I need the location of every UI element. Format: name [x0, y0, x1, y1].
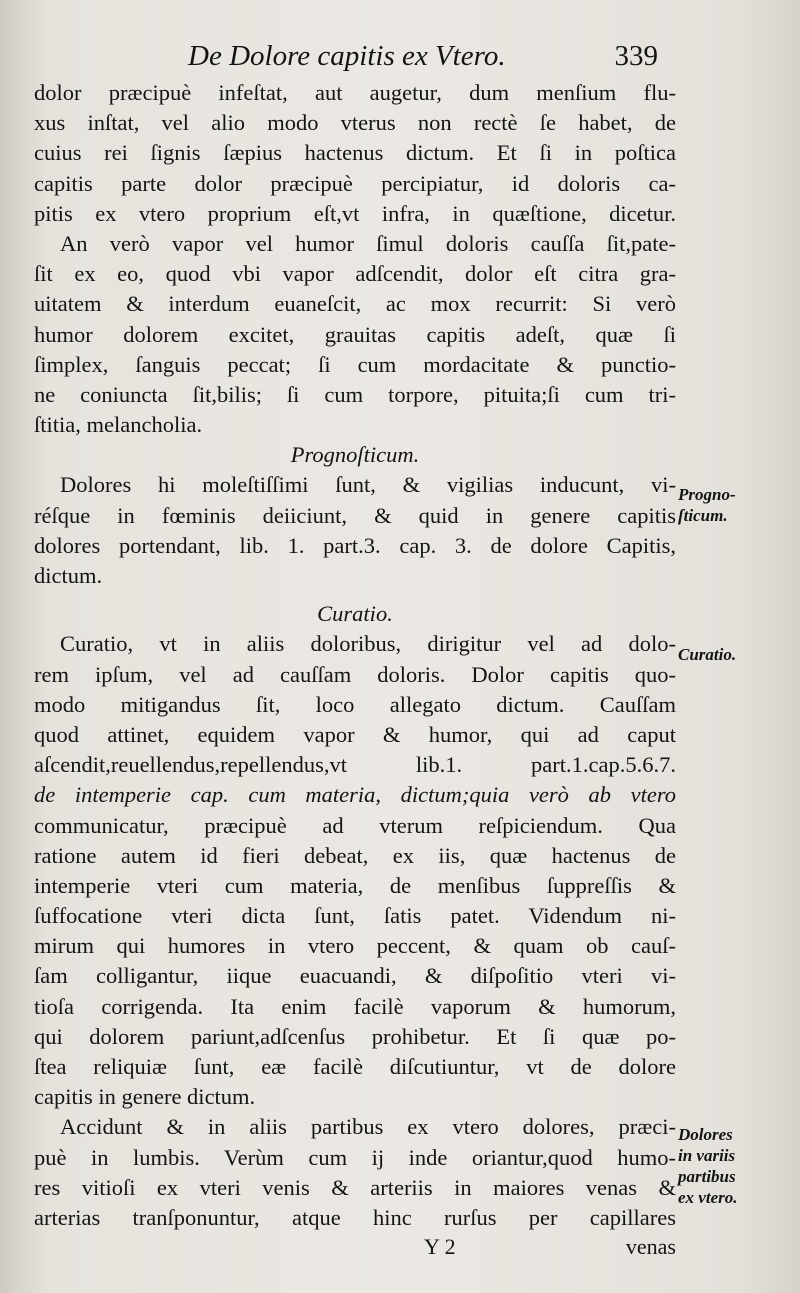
- text-block: [34, 78, 676, 1233]
- text-line: rem ipſum, vel ad cauſſam doloris. Dolor capitis quo-: [34, 661, 676, 687]
- text-line: ſtitia, melancholia.: [34, 412, 203, 438]
- text-line: arterias tranſponuntur, atque hinc rurſus per capillares: [34, 1204, 676, 1230]
- marginal-note-curatio: [678, 644, 736, 665]
- marginal-note-prognosticum: [678, 484, 736, 526]
- running-title: De Dolore capitis ex Vtero.: [188, 40, 506, 72]
- text-line: An verò vapor vel humor ſimul doloris cauſſa ſit,pate-: [60, 230, 676, 256]
- marginal-line: ex vtero.: [678, 1188, 738, 1207]
- text-line: mirum qui humores in vtero peccent, & quam ob cauſ-: [34, 933, 676, 959]
- text-line: aſcendit,reuellendus,repellendus,vt lib.1. part.1.cap.5.6.7.: [34, 752, 676, 778]
- text-line: quod attinet, equidem vapor & humor, qui ad caput: [34, 721, 676, 747]
- text-line: humor dolorem excitet, grauitas capitis adeſt, quæ ſi: [34, 321, 676, 347]
- marginal-line: in variis: [678, 1146, 736, 1165]
- text-line: pitis ex vtero proprium eſt,vt infra, in quæſtione, dicetur.: [34, 200, 676, 226]
- section-heading-prognosticum: Prognoſticum.: [290, 442, 420, 468]
- text-line: Dolores hi moleſtiſſimi ſunt, & vigilias inducunt, vi-: [60, 472, 676, 498]
- page-footer: [34, 1234, 676, 1264]
- text-line: qui dolorem pariunt,adſcenſus prohibetur. Et ſi quæ po-: [34, 1023, 676, 1049]
- text-line: ſimplex, ſanguis peccat; ſi cum mordacitate & punctio-: [34, 351, 676, 377]
- text-line: Accidunt & in aliis partibus ex vtero dolores, præci-: [60, 1114, 676, 1140]
- marginal-line: Curatio.: [678, 645, 737, 664]
- marginal-line: Dolores: [678, 1125, 733, 1144]
- marginal-line: ſticum.: [678, 506, 728, 525]
- text-line: de intemperie cap. cum materia, dictum;quia verò ab vtero: [34, 782, 676, 808]
- text-line: réſque in fœminis deiiciunt, & quid in genere capitis: [34, 502, 676, 528]
- text-line: dolores portendant, lib. 1. part.3. cap. 3. de dolore Capitis,: [34, 532, 676, 558]
- text-line: ſit ex eo, quod vbi vapor adſcendit, dolor eſt citra gra-: [34, 261, 676, 287]
- marginal-note-dolores: [678, 1124, 737, 1208]
- paragraph-3: [34, 470, 676, 591]
- text-line: Curatio, vt in aliis doloribus, dirigitur vel ad dolo-: [60, 631, 676, 657]
- text-line: capitis parte dolor præcipuè percipiatur, id doloris ca-: [34, 170, 676, 196]
- text-line: modo mitigandus ſit, loco allegato dictum. Cauſſam: [34, 691, 676, 717]
- catchword: venas: [625, 1234, 676, 1259]
- paragraph-4: [34, 629, 676, 1112]
- text-line: dictum.: [34, 563, 103, 588]
- spacer: [34, 591, 676, 599]
- running-header: [180, 40, 670, 80]
- section-heading-curatio: Curatio.: [317, 601, 393, 627]
- text-line: tioſa corrigenda. Ita enim facilè vaporum & humorum,: [34, 993, 676, 1019]
- marginal-line: partibus: [678, 1167, 736, 1186]
- text-line: ſtea reliquiæ ſunt, eæ facilè diſcutiuntur, vt de dolore: [34, 1054, 676, 1079]
- text-line: intemperie vteri cum materia, de menſibus ſuppreſſis &: [34, 872, 676, 898]
- paragraph-2: [34, 229, 676, 440]
- text-line: communicatur, præcipuè ad vterum reſpiciendum. Qua: [34, 812, 676, 838]
- text-line: dolor præcipuè infeſtat, aut augetur, dum menſium flu-: [34, 80, 676, 105]
- text-line: ſam colligantur, iique euacuandi, & diſpoſitio vteri vi-: [34, 963, 676, 989]
- text-line: cuius rei ſignis ſæpius hactenus dictum. Et ſi in poſtica: [34, 140, 676, 166]
- signature-mark: Y 2: [424, 1234, 456, 1259]
- text-line: xus inſtat, vel alio modo vterus non rectè ſe habet, de: [34, 110, 676, 136]
- paragraph-5: [34, 1112, 676, 1233]
- text-line: ſuffocatione vteri dicta ſunt, ſatis patet. Videndum ni-: [34, 903, 676, 929]
- text-line: capitis in genere dictum.: [34, 1084, 256, 1110]
- text-line: ratione autem id fieri debeat, ex iis, quæ hactenus de: [34, 842, 676, 868]
- paragraph-1: [34, 78, 676, 229]
- text-line: ne coniuncta ſit,bilis; ſi cum torpore, pituita;ſi cum tri-: [34, 381, 676, 407]
- text-line: puè in lumbis. Verùm cum ij inde oriantur,quod humo-: [34, 1144, 676, 1170]
- page-number: 339: [614, 40, 658, 72]
- marginal-line: Progno-: [678, 485, 736, 504]
- text-line: uitatem & interdum euaneſcit, ac mox recurrit: Si verò: [34, 291, 676, 317]
- text-line: res vitioſi ex vteri venis & arteriis in maiores venas &: [34, 1174, 676, 1200]
